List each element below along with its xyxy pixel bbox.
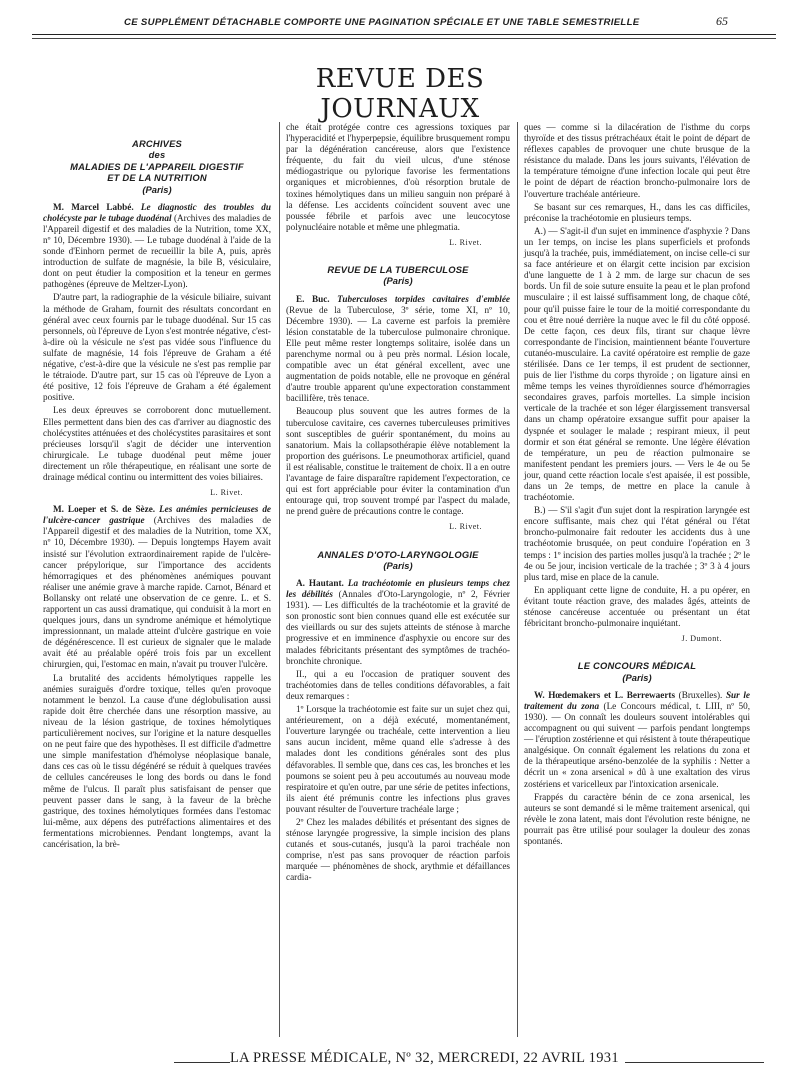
header-rule-thin [32, 38, 776, 39]
spacer [524, 650, 750, 660]
article-paragraph: 1º Lorsque la trachéotomie est faite sur un sujet chez qui, antérieurement, on a déjà exécuté, momentanément, l'ouverture laryngée ou trachéale, cette intervention a lieu sans aucun incident, même quand elle s'adresse à des malades dont les conditions générales sont des plus défavorables. Il semble que, dans ces cas, les bronches et les poumons se soient peu à peu accoutumés au nouveau mode respiratoire et qu'en outre, par une série de petites infections, ils aient été prémunis contre les infections plus graves pouvant résulter de l'ouverture trachéale large ; [286, 704, 510, 814]
article-paragraph: A.) — S'agit-il d'un sujet en imminence d'asphyxie ? Dans un 1er temps, on incise les plans superficiels et profonds jusqu'à la trachée, puis, immédiatement, on incise celle-ci sur sa face antérieure et on élargit cette incision par excision d'une languette de 1 à 2 mm. de large sur chacun de ses bords. Un fil de soie suture ensuite la peau et le plan profond musculaire ; il est laissé suffisamment long, de chaque côté, pour qu'il puisse faire le tour de la moitié correspondante du cou et être noué derrière la nuque avec le fil du côté opposé. De cette façon, ces deux fils, tirant sur chaque lèvre correspondante de l'incision, maintiennent béante l'ouverture cutanéo-musculaire. La cavité opératoire est remplie de gaze stérilisée. Dans ce 1er temps, il est prudent de sectionner, puis de lier l'isthme du corps thyroïde ; on ligature ainsi en même temps les veines thyroïdiennes source d'hémorragies secondaires graves, parfois mortelles. La simple incision verticale de la trachée et son léger élargissement transversal dans un champ opératoire exsangue suffit pour apaiser la dyspnée et soulager le malade ; respirant mieux, il peut dormir et son état général se remonte. Une légère élévation de température, un peu de réaction pulmonaire se manifestent pendant les premiers jours. — Vers le 4e ou 5e jour, quand cette réaction locale s'est apaisée, il est possible, dans un 2e temps, de mettre en place la canule à trachéotomie. [524, 225, 750, 503]
column-2 [286, 122, 510, 886]
article-paragraph: Frappés du caractère bénin de ce zona arsenical, les auteurs se sont demandé si le même traitement arsenical, qui révèle le zona latent, mais dont l'évolution reste bénigne, ne pourrait pas être utilisé pour soulager la douleur des zonas spontanés. [524, 791, 750, 847]
article-paragraph: Les deux épreuves se corroborent donc mutuellement. Elles permettent dans bien des cas d'arriver au diagnostic des cholécystites atténuées et des cholécystites parasitaires et sont précieuses lorsqu'il s'agit de décider une intervention chirurgicale. Le tubage duodénal peut même jouer directement un rôle thérapeutique, en réalisant une sorte de drainage médical continu ou intermittent des voies biliaires. [43, 405, 271, 482]
footer-text: LA PRESSE MÉDICALE, Nº 32, MERCREDI, 22 AVRIL 1931 [230, 1050, 619, 1066]
footer [152, 1046, 772, 1072]
article-paragraph [286, 294, 510, 405]
section-title-line: MALADIES DE L'APPAREIL DIGESTIF [70, 160, 244, 172]
header-rule [32, 34, 776, 35]
column-1 [43, 120, 271, 852]
article-paragraph: 2º Chez les malades débilités et présentant des signes de sténose laryngée progressive, la simple incision des plans cutanés et sous-cutanés, jusqu'à la paroi trachéale non comprise, n'est pas sans provoquer de réaction parfois marquée — phénomènes de shock, arythmie et défaillances cardia- [286, 816, 510, 883]
section-title-line: ET DE LA NUTRITION [107, 172, 207, 184]
article-author: M. Marcel Labbé. [53, 201, 134, 212]
section-city: (Paris) [383, 275, 413, 287]
article-signature: L. Rivet. [449, 522, 482, 532]
article-title: Les anémies pernicieuses de l'ulcère-cancer gastrique [43, 504, 271, 526]
section-title-line: ANNALES D'OTO-LARYNGOLOGIE [317, 548, 479, 560]
section-city: (Paris) [622, 671, 652, 683]
article-paragraph: D'autre part, la radiographie de la vésicule biliaire, suivant la méthode de Graham, fournit des résultats concordant en général avec ceux fournis par le tubage duodénal. Sur 15 cas personnels, où l'épreuve de Lyon s'est montrée négative, c'est-à-dire où la vésicule ne s'est pas vidée sous l'influence du sulfate de magnésie, 14 fois l'épreuve de Graham a été négative, c'est-à-dire que la vésicule ne s'est pas remplie par le tétraiode. D'autre part, sur 15 cas où l'épreuve de Lyon a été positive, 12 fois l'épreuve de Graham a été également positive. [43, 292, 271, 403]
article-paragraph: che était protégée contre ces agressions toxiques par l'hyperacidité et l'hyperpepsie, équilibre brusquement rompu par la dégénération cancéreuse, alors que l'existence fréquente, du fait du vieil ulcus, d'une sténose médiogastrique ou pylorique favorise les fermentations organiques et microbiennes, d'où résorption brutale de toxines hémolytiques dans un milieu sanguin non préparé à la défense. Les accidents coïncident souvent avec une poussée fébrile et parfois avec une leucocytose polynucléaire notable et même une phlegmatia. [286, 122, 510, 232]
article-text: (Annales d'Oto-Laryngologie, nº 2, Février 1931). — Les difficultés de la trachéotomie et la gravité de son pronostic sont bien connues quand elle est exécutée sur des vieillards ou sur des sujets atteints de sténose à marche progressive et en imminence d'asphyxie ou encore sur des malades fébricitants présentant des symptômes de trachéo-bronchite chronique. [286, 589, 510, 666]
page-title: REVUE DES JOURNAUX [315, 64, 485, 124]
article-author-city: (Bruxelles). [678, 689, 723, 700]
spacer [286, 539, 510, 549]
article-signature: L. Rivet. [449, 237, 482, 247]
article-paragraph: Se basant sur ces remarques, H., dans les cas difficiles, préconise la trachéotomie en plusieurs temps. [524, 201, 750, 223]
article-author: E. Buc. [296, 293, 330, 304]
article-paragraph: ques — comme si la dilacération de l'isthme du corps thyroïde et des tissus prétrachéaux était le point de départ de réflexes capables de provoquer une chute brusque de la résistance du malade. Dans les jours suivants, l'élévation de la température témoigne d'une infection locale qui peut être le point de départ de réaction broncho-pulmonaire lors de l'ouverture trachéale antérieure. [524, 122, 750, 199]
spacer [286, 254, 510, 264]
footer-rule-right [625, 1062, 764, 1063]
section-title-line: REVUE DE LA TUBERCULOSE [327, 264, 469, 276]
article-author: M. Loeper et S. de Sèze. [53, 504, 156, 515]
footer-rule-left [174, 1062, 230, 1063]
article-author: W. Hœdemakers et L. Berrewaerts [534, 689, 676, 700]
section-city: (Paris) [142, 183, 172, 195]
article-title: Tuberculoses torpides cavitaires d'emblée [337, 293, 510, 304]
article-title: Le diagnostic des troubles du cholécyste par le tubage duodénal [43, 201, 271, 223]
section-title-line: LE CONCOURS MÉDICAL [577, 660, 697, 672]
section-city: (Paris) [383, 559, 413, 571]
article-signature: J. Dumont. [681, 634, 722, 644]
running-head-title: CE SUPPLÉMENT DÉTACHABLE COMPORTE UNE PAGINATION SPÉCIALE ET UNE TABLE SEMESTRIELLE [124, 17, 640, 28]
article-paragraph [286, 578, 510, 667]
article-title: Sur le traitement du zona [524, 689, 750, 711]
article-signature: L. Rivet. [210, 488, 243, 498]
column-3 [524, 122, 750, 849]
article-paragraph [43, 202, 271, 291]
section-title-line: ARCHIVES [131, 138, 183, 149]
article-paragraph: La brutalité des accidents hémolytiques rappelle les anémies suraiguës d'ordre toxique, telles qu'en provoque notamment le benzol. La cause d'une déglobulisation aussi rapide doit être cherchée dans une résorption massive, au niveau de la lésion gastrique, de toxines hémolytiques particulièrement nocives, sur l'origine et la nature desquelles on ne peut faire que des hypothèses. Il est difficile d'admettre une simple manifestation d'hémolyse néoplasique banale, dans ces cas où le tissu dégénéré se réduit à quelques travées de cellules cancéreuses le long des bords ou dans le fond même de l'ulcus. Il paraît plus satisfaisant de penser que peuvent passer dans le sang, à la faveur de la brèche gastrique, des toxines hémolytiques formées dans l'estomac lui-même, aux dépens des putréfactions alimentaires et des fermentations microbiennes. Pendant longtemps, avant la cancérisation, la brè- [43, 672, 271, 849]
article-text: (Archives des maladies de l'Appareil digestif et des maladies de la Nutrition, tome XX, nº 10, Décembre 1930). — Le tubage duodénal à l'aide de la sonde d'Einhorn permet de recueillir la bile A, puis, après introduction de sulfate de magnésie, la bile B, vésiculaire, dont on peut étudier la composition et la teneur en germes pathogènes (épreuve de Meltzer-Lyon). [43, 212, 271, 290]
article-paragraph: En appliquant cette ligne de conduite, H. a pu opérer, en évitant toute réaction grave, des malades âgés, atteints de sténose cancéreuse accentuée ou présentant un état fébricitant broncho-pulmonaire inquiétant. [524, 584, 750, 629]
article-paragraph [524, 690, 750, 790]
article-text: (Le Concours médical, t. LIII, nº 50, 1930). — On connaît les douleurs souvent intolérables qui accompagnent ou qui suivent — parfois pendant longtemps — l'éruption zostérienne et qui résistent à toute thérapeutique analgésique. On connaît également les relations du zona et de la thérapeutique arséno-benzolée de la syphilis : Netter a décrit un « zona arsenical » dû à une exaltation des virus zostériens et varicelleux par l'intoxication arsenicale. [524, 700, 750, 789]
article-paragraph: B.) — S'il s'agit d'un sujet dont la respiration laryngée est encore suffisante, mais chez qui l'état général ou l'état broncho-pulmonaire fait redouter les accidents dus à une trachéotomie brusquée, on peut conduire l'opération en 3 temps : 1º incision des parties molles jusqu'à la trachée ; 2º le 4e ou 5e jour, incision verticale de la trachée ; 3º 3 à 4 jours plus tard, mise en place de la canule. [524, 505, 750, 582]
column-divider-1 [279, 122, 280, 1037]
article-text: (Archives des maladies de l'Appareil digestif et des maladies de la Nutrition, tome XX, nº 10, Décembre 1930). — Depuis longtemps Hayem avait insisté sur l'évolution extraordinairement rapide de l'ulcère-cancer prépylorique, sur l'importance des accidents hémorragiques et des phénomènes anémiques pouvant réaliser une anémie grave à marche rapide. Carnot, Bénard et Bollansky ont relaté une observation de ce genre. L. et S. rapportent un cas aussi dramatique, qui conduisit à la mort en quelques jours, dans un syndrome anémique et hémolytique impressionnant, un malade atteint d'ulcère gastrique en voie de dégénérescence. Il est curieux de signaler que le malade avait été au préalable opéré trois fois par un excellent chirurgien, qui, l'estomac en main, n'avait pu trouver l'ulcère. [43, 515, 272, 670]
section-title-line: des [148, 149, 166, 161]
article-paragraph: II., qui a eu l'occasion de pratiquer souvent des trachéotomies dans de telles conditions défavorables, a fait deux remarques : [286, 668, 510, 701]
article-text: (Revue de la Tuberculose, 3º série, tome XI, nº 10, Décembre 1930). — La caverne est parfois la première lésion constatable de la tuberculose pulmonaire chronique. Elle peut même rester longtemps solitaire, isolée dans un parenchyme normal ou à peu près normal. Lésion locale, compatible avec un état général excellent, avec une augmentation de poids notable, elle ne provoque en général d'autre trouble apparent qu'une expectoration constamment bacillifère, très tenace. [286, 304, 510, 404]
running-head [28, 0, 774, 40]
article-paragraph [43, 504, 271, 670]
article-title: La trachéotomie en plusieurs temps chez les débilités [286, 578, 511, 600]
page-number: 65 [716, 14, 728, 28]
article-paragraph: Beaucoup plus souvent que les autres formes de la tuberculose cavitaire, ces cavernes tuberculeuses primitives sont susceptibles de guérir spontanément, du moins au sanatorium. Mais la collapsothérapie élève notablement la proportion des guérisons. Le pneumothorax artificiel, quand il est réalisable, constitue le traitement de choix. Il a en outre l'avantage de faire disparaître rapidement l'expectoration, ce qui est fort appréciable pour éviter la contamination d'un entourage qui, trop souvent trompé par l'aspect du malade, ne prend guère de précautions contre le contage. [286, 406, 510, 517]
article-author: A. Hautant. [296, 578, 344, 588]
column-divider-2 [517, 122, 518, 1037]
